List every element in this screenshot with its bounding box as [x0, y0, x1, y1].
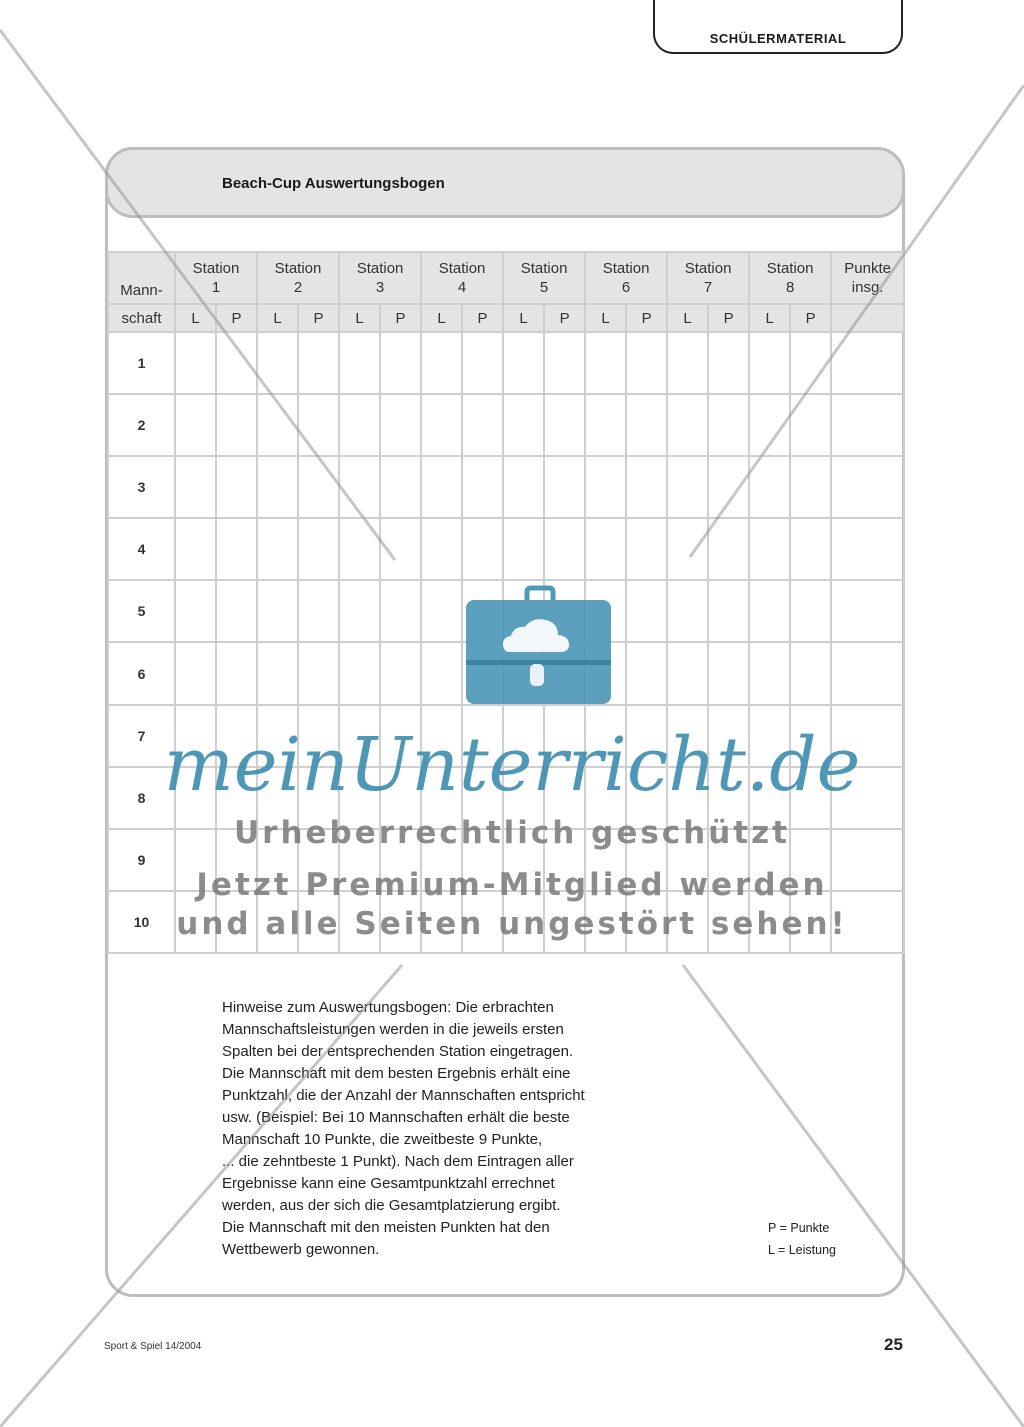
sub-header-p: P	[380, 304, 421, 332]
sub-header-p: P	[790, 304, 831, 332]
watermark-line	[0, 30, 395, 560]
sub-header-p: P	[544, 304, 585, 332]
sub-header-p: P	[298, 304, 339, 332]
legend-points: P = Punkte	[768, 1221, 830, 1235]
watermark-line	[690, 85, 1024, 557]
total-header-line2: insg.	[851, 279, 884, 297]
sub-header-p: P	[462, 304, 503, 332]
sub-header-l: L	[175, 304, 216, 332]
station-header-number: 4	[457, 279, 467, 297]
instruction-line: Ergebnisse kann eine Gesamtpunktzahl errechnet	[222, 1175, 555, 1192]
sub-header-l: L	[257, 304, 298, 332]
station-header-number: 3	[375, 279, 385, 297]
watermark-premium: Jetzt Premium-Mitglied werden	[196, 867, 828, 903]
sub-header-p: P	[708, 304, 749, 332]
legend-performance: L = Leistung	[768, 1243, 836, 1257]
station-header-label: Station	[438, 260, 486, 278]
watermark-line	[0, 965, 402, 1427]
sub-header-l: L	[503, 304, 544, 332]
instruction-line: Die Mannschaft mit den meisten Punkten hat den	[222, 1219, 550, 1236]
station-header-label: Station	[684, 260, 732, 278]
sub-header-l: L	[667, 304, 708, 332]
instruction-line: werden, aus der sich die Gesamtplatzierung ergibt.	[222, 1197, 561, 1214]
station-header-label: Station	[766, 260, 814, 278]
page-title: Beach-Cup Auswertungsbogen	[222, 175, 445, 192]
station-header-number: 1	[211, 279, 221, 297]
team-header-bottom: schaft	[108, 304, 175, 332]
watermark-copyright: Urheberrechtlich geschützt	[234, 815, 790, 851]
section-tag-label: SCHÜLERMATERIAL	[709, 31, 847, 46]
watermark-unlock: und alle Seiten ungestört sehen!	[176, 906, 848, 942]
team-number: 6	[108, 642, 175, 704]
sub-header-p: P	[626, 304, 667, 332]
station-header-label: Station	[602, 260, 650, 278]
footer-source: Sport & Spiel 14/2004	[104, 1341, 202, 1352]
instruction-line: Punktzahl, die der Anzahl der Mannschaften entspricht	[222, 1087, 585, 1104]
team-number: 8	[108, 767, 175, 829]
sub-header-l: L	[421, 304, 462, 332]
team-number: 5	[108, 580, 175, 642]
watermark-line	[683, 965, 1024, 1427]
sub-header-p: P	[216, 304, 257, 332]
instruction-line: Mannschaftsleistungen werden in die jeweils ersten	[222, 1021, 564, 1038]
instruction-line: Hinweise zum Auswertungsbogen: Die erbrachten	[222, 999, 554, 1016]
station-header-label: Station	[356, 260, 404, 278]
station-header-number: 2	[293, 279, 303, 297]
team-number: 2	[108, 394, 175, 456]
station-header-label: Station	[192, 260, 240, 278]
team-number: 3	[108, 456, 175, 518]
station-header-label: Station	[520, 260, 568, 278]
station-header-label: Station	[274, 260, 322, 278]
instruction-line: Wettbewerb gewonnen.	[222, 1241, 380, 1258]
instruction-line: ... die zehntbeste 1 Punkt). Nach dem Eintragen aller	[222, 1153, 574, 1170]
station-header-number: 8	[785, 279, 795, 297]
instruction-line: Mannschaft 10 Punkte, die zweitbeste 9 Punkte,	[222, 1131, 543, 1148]
watermark-brand: meinUnterricht.de	[163, 722, 861, 808]
team-number: 10	[108, 891, 175, 953]
station-header-number: 5	[539, 279, 549, 297]
sub-header-l: L	[749, 304, 790, 332]
sub-header-l: L	[339, 304, 380, 332]
briefcase-icon	[466, 588, 611, 704]
sub-header-l: L	[585, 304, 626, 332]
instruction-line: Spalten bei der entsprechenden Station eingetragen.	[222, 1043, 574, 1060]
instruction-line: usw. (Beispiel: Bei 10 Mannschaften erhält die beste	[222, 1109, 570, 1126]
team-number: 9	[108, 829, 175, 891]
station-header-number: 6	[621, 279, 631, 297]
station-header-number: 7	[703, 279, 713, 297]
total-header-line1: Punkte	[844, 260, 891, 278]
team-number: 4	[108, 518, 175, 580]
instruction-line: Die Mannschaft mit dem besten Ergebnis erhält eine	[222, 1065, 571, 1082]
team-number: 7	[108, 705, 175, 767]
page-number: 25	[884, 1335, 903, 1354]
team-number: 1	[108, 332, 175, 394]
team-header-top: Mann-	[108, 252, 175, 304]
